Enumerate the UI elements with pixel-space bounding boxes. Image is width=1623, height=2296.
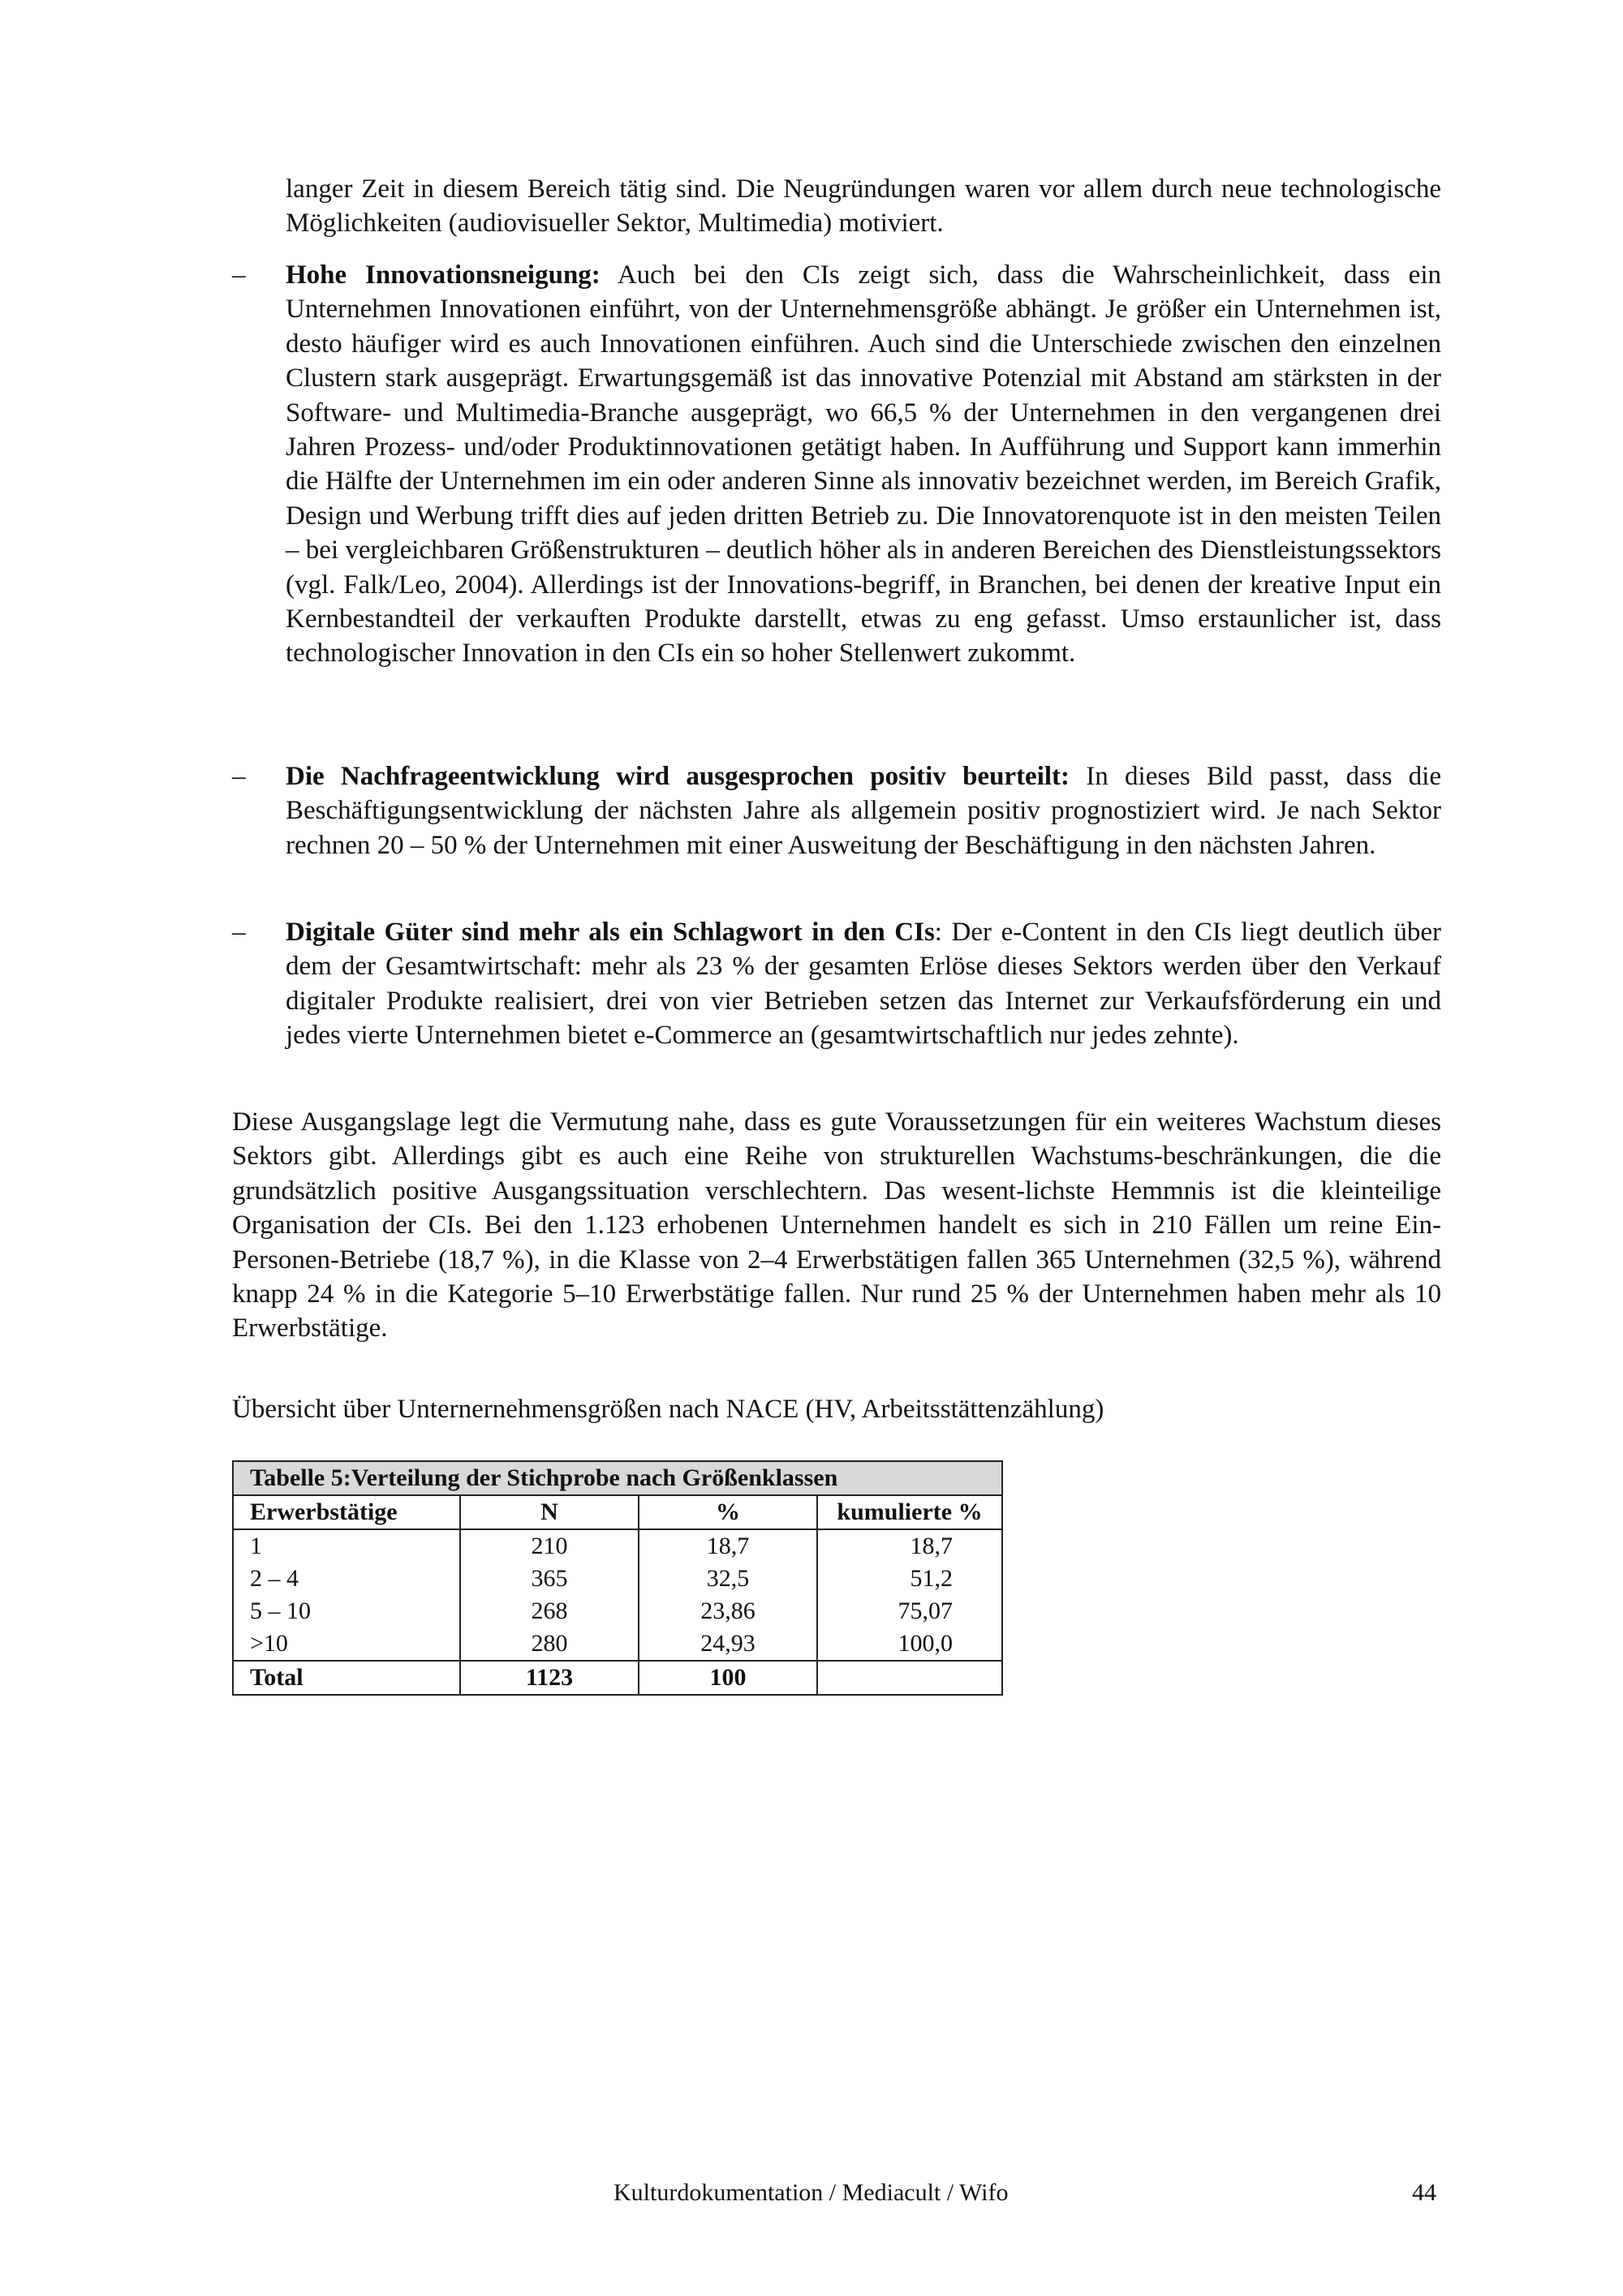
bullet-innovation [232, 258, 1441, 671]
cell-total-cumulative [817, 1661, 1002, 1695]
table-row [233, 1627, 1002, 1661]
intro-paragraph: langer Zeit in diesem Bereich tätig sind. Die Neugründungen waren vor allem durch neue technologische Möglichkeiten (audiovisueller Sektor, Multimedia) motiviert. [286, 174, 1441, 239]
table-caption: Übersicht über Unternernehmensgrößen nach NACE (HV, Arbeitsstättenzählung) [232, 1395, 1104, 1424]
cell-class: 5 – 10 [233, 1595, 460, 1627]
header-cumulative: kumulierte % [817, 1495, 1002, 1529]
table-header-row [233, 1495, 1002, 1529]
cell-class: >10 [233, 1627, 460, 1661]
footer-source: Kulturdokumentation / Mediacult / Wifo [613, 2179, 1009, 2206]
table-title-row [233, 1461, 1002, 1495]
table-row [233, 1529, 1002, 1563]
header-percent: % [639, 1495, 817, 1529]
cell-total-percent: 100 [639, 1661, 817, 1695]
bullet-text [286, 915, 1441, 1053]
cell-cumulative: 51,2 [817, 1563, 1002, 1595]
bullet-heading: Die Nachfrageentwicklung wird ausgesprochen positiv beurteilt: [286, 762, 1070, 791]
cell-n: 210 [460, 1529, 639, 1563]
cell-cumulative: 100,0 [817, 1627, 1002, 1661]
bullet-dash: – [232, 260, 246, 290]
cell-n: 365 [460, 1563, 639, 1595]
bullet-heading: Digitale Güter sind mehr als ein Schlagwort in den CIs [286, 918, 935, 947]
bullet-digital-goods [232, 915, 1441, 1053]
cell-cumulative: 75,07 [817, 1595, 1002, 1627]
cell-cumulative: 18,7 [817, 1529, 1002, 1563]
bullet-heading: Hohe Innovationsneigung: [286, 260, 601, 290]
cell-n: 280 [460, 1627, 639, 1661]
bullet-text [286, 759, 1441, 862]
bullet-body: Auch bei den CIs zeigt sich, dass die Wahrscheinlichkeit, dass ein Unternehmen Innovationen einführt, von der Unternehmensgröße abhängt. Je größer ein Unternehmen ist, desto häufiger wird es auch Innovationen einführen. Auch sind die Unterschiede zwischen den einzelnen Clustern stark ausgeprägt. Erwartungsgemäß ist das innovative Potenzial mit Abstand am stärksten in der Software- und Multimedia-Branche ausgeprägt, wo 66,5 % der Unternehmen in den vergangenen drei Jahren Prozess- und/oder Produktinnovationen getätigt haben. In Aufführung und Support kann immerhin die Hälfte der Unternehmen im ein oder anderen Sinne als innovativ bezeichnet werden, im Bereich Grafik, Design und Werbung trifft dies auf jeden dritten Betrieb zu. Die Innovatorenquote ist in den meisten Teilen – bei vergleichbaren Größenstrukturen – deutlich höher als in anderen Bereichen des Dienstleistungssektors (vgl. Falk/Leo, 2004). Allerdings ist der Innovations-begriff, in Branchen, bei denen der kreative Input ein Kernbestandteil der verkauften Produkte darstellt, etwas zu eng gefasst. Umso erstaunlicher ist, dass technologischer Innovation in den CIs ein so hoher Stellenwert zukommt. [286, 260, 1441, 669]
cell-percent: 23,86 [639, 1595, 817, 1627]
bullet-text [286, 258, 1441, 671]
header-erwerbstaetige: Erwerbstätige [233, 1495, 460, 1529]
cell-class: 1 [233, 1529, 460, 1563]
cell-percent: 18,7 [639, 1529, 817, 1563]
size-class-table [232, 1460, 1003, 1696]
table-row [233, 1563, 1002, 1595]
bullet-body: : Der e-Content in den CIs liegt deutlich über dem der Gesamtwirtschaft: mehr als 23 % der gesamten Erlöse dieses Sektors werden über den Verkauf digitaler Produkte realisiert, drei von vier Betrieben setzen das Internet zur Verkaufsförderung ein und jedes vierte Unternehmen bietet e-Commerce an (gesamtwirtschaftlich nur jedes zehnte). [286, 918, 1442, 1051]
header-n: N [460, 1495, 639, 1529]
cell-percent: 24,93 [639, 1627, 817, 1661]
bullet-demand [232, 759, 1441, 862]
bullet-dash: – [232, 762, 246, 791]
cell-class: 2 – 4 [233, 1563, 460, 1595]
cell-percent: 32,5 [639, 1563, 817, 1595]
cell-n: 268 [460, 1595, 639, 1627]
bullet-dash: – [232, 918, 246, 947]
bullet-body: In dieses Bild passt, dass die Beschäftigungsentwicklung der nächsten Jahre als allgemein positiv prognostiziert wird. Je nach Sektor rechnen 20 – 50 % der Unternehmen mit einer Ausweitung der Beschäftigung in den nächsten Jahren. [286, 762, 1441, 860]
table-title: Tabelle 5:Verteilung der Stichprobe nach Größenklassen [233, 1461, 1002, 1495]
table-row [233, 1595, 1002, 1627]
table-total-row [233, 1661, 1002, 1695]
cell-total-n: 1123 [460, 1661, 639, 1695]
page-number: 44 [1412, 2179, 1436, 2206]
summary-paragraph: Diese Ausgangslage legt die Vermutung nahe, dass es gute Voraussetzungen für ein weiteres Wachstum dieses Sektors gibt. Allerdings gibt es auch eine Reihe von strukturellen Wachstums-beschränkungen, die die grundsätzlich positive Ausgangssituation verschlechtern. Das wesent-lichste Hemmnis ist die kleinteilige Organisation der CIs. Bei den 1.123 erhobenen Unternehmen handelt es sich in 210 Fällen um reine Ein-Personen-Betriebe (18,7 %), in die Klasse von 2–4 Erwerbstätigen fallen 365 Unternehmen (32,5 %), während knapp 24 % in die Kategorie 5–10 Erwerbstätige fallen. Nur rund 25 % der Unternehmen haben mehr als 10 Erwerbstätige. [232, 1107, 1441, 1344]
cell-total-label: Total [233, 1661, 460, 1695]
